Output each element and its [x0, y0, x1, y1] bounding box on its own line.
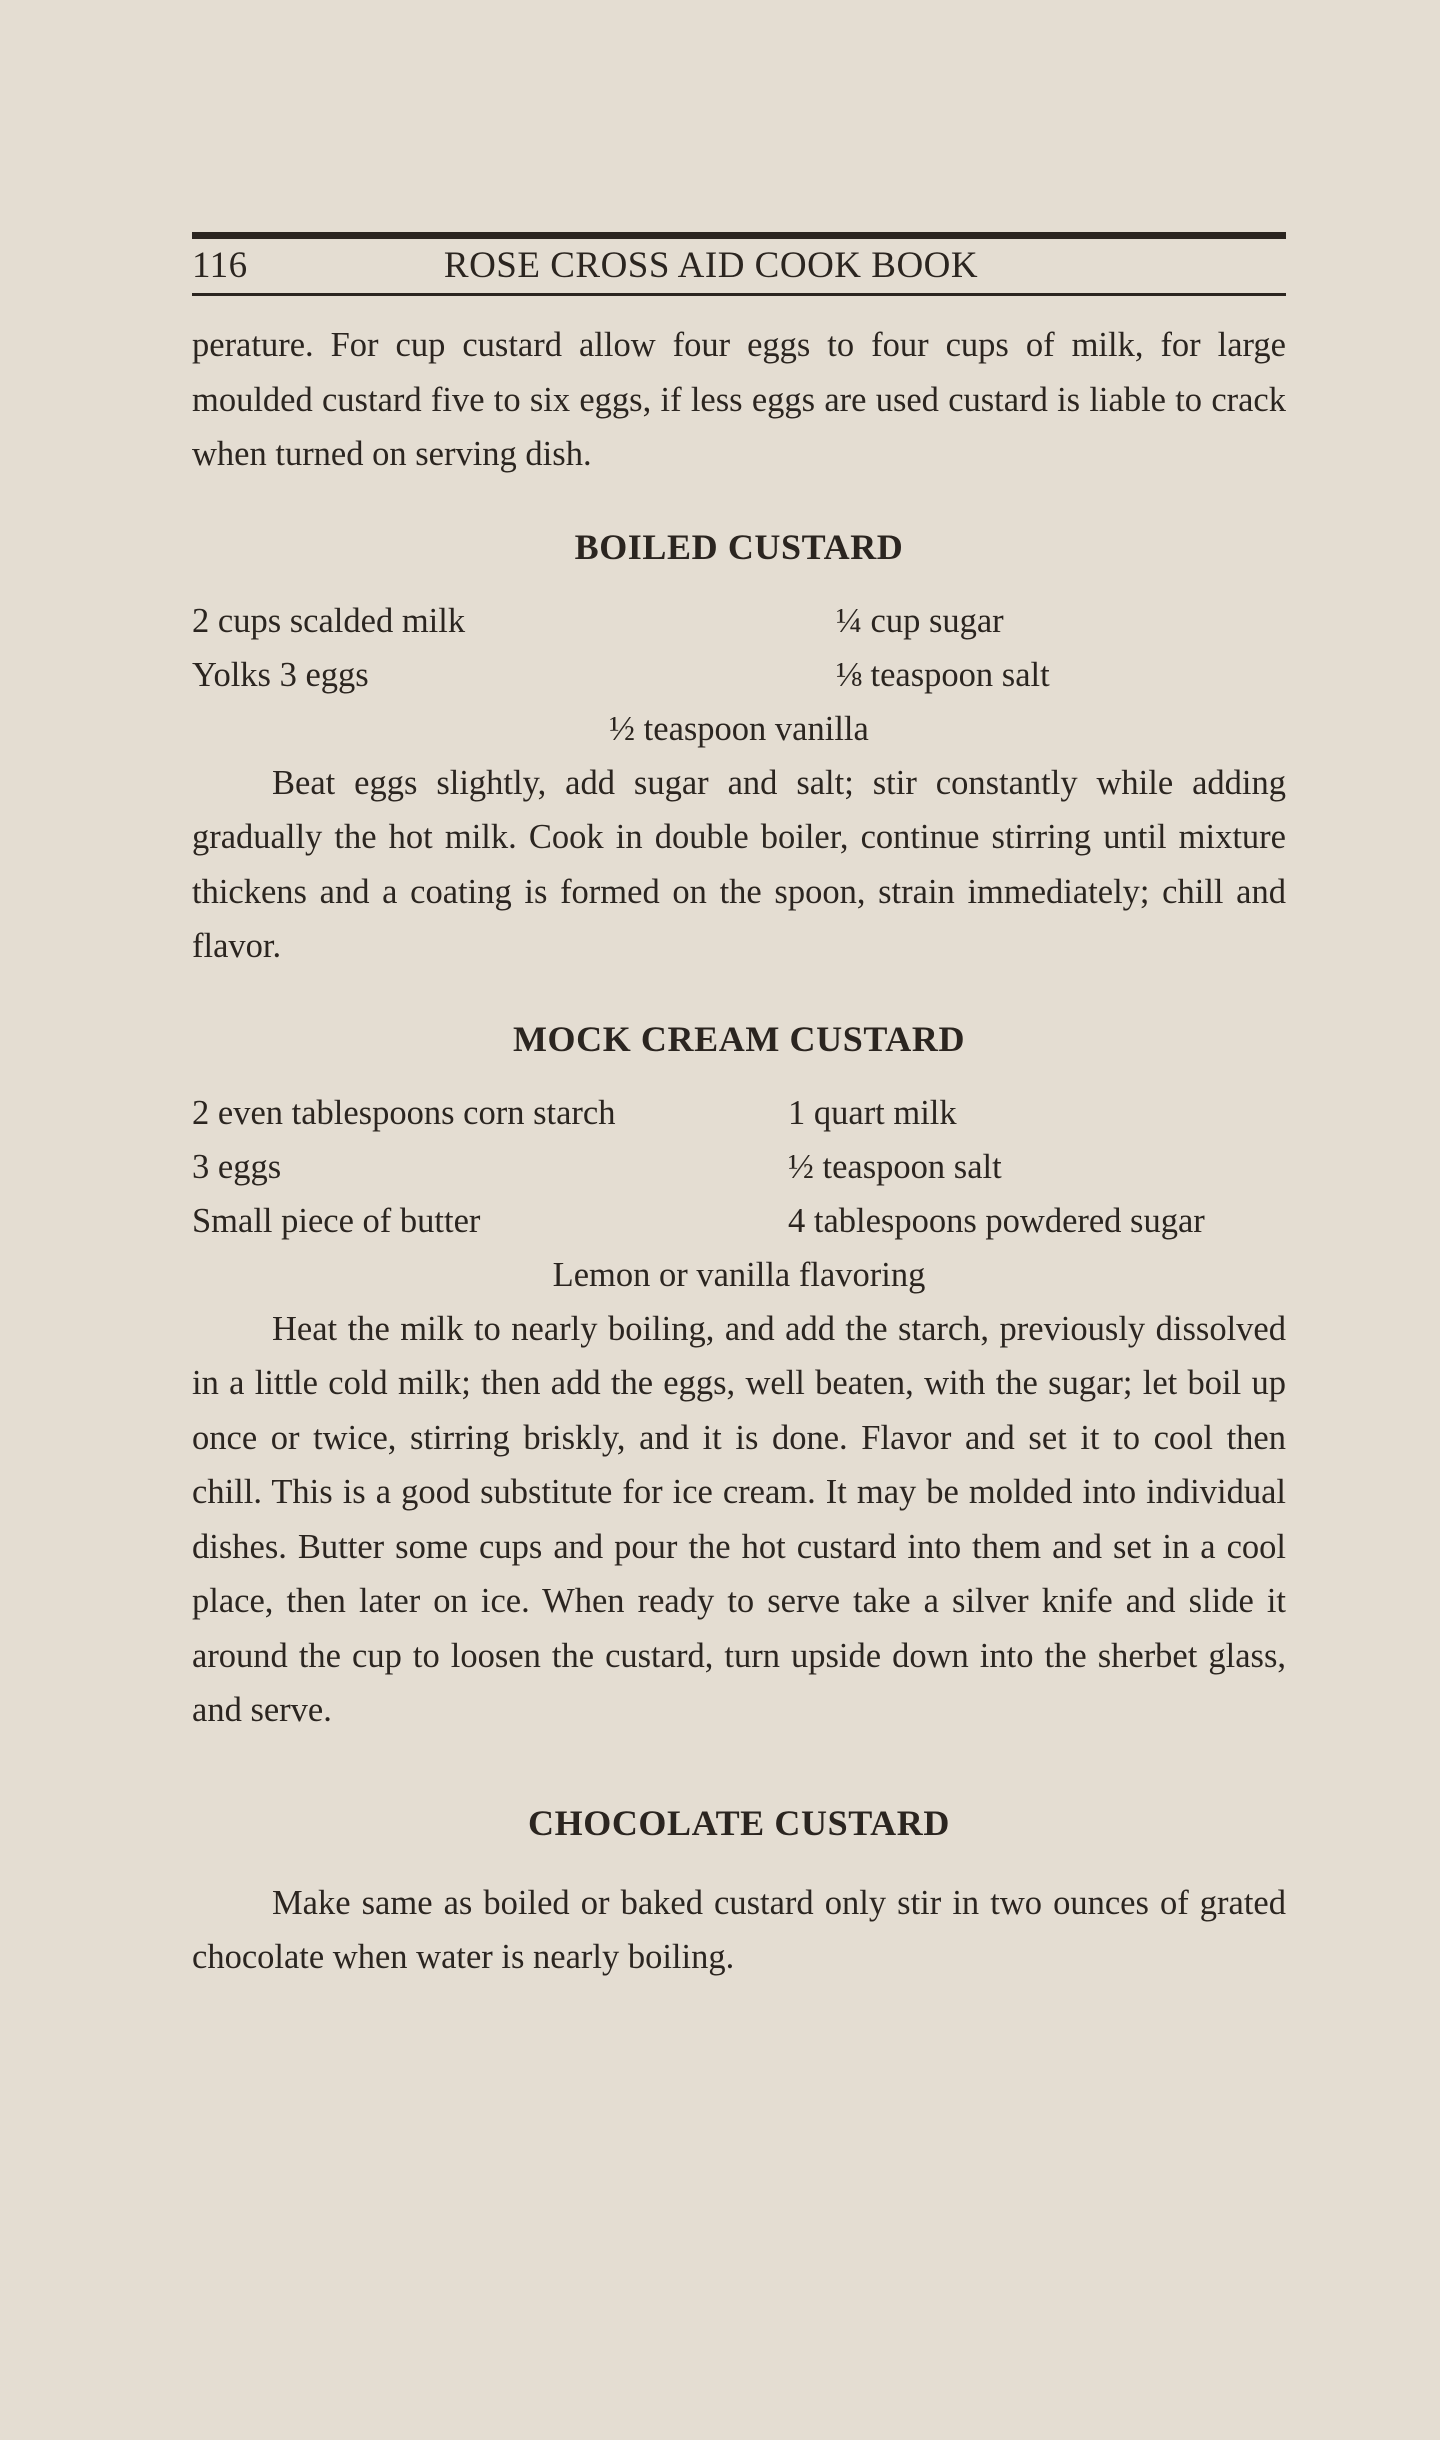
chocolate-custard-title: CHOCOLATE CUSTARD: [528, 1802, 950, 1843]
chocolate-custard-directions: Make same as boiled or baked custard only stir in two ounces of grated chocolate when water is nearly boiling.: [192, 1883, 1286, 1976]
boiled-custard-title: BOILED CUSTARD: [574, 526, 904, 567]
ingredient-left: 2 even tablespoons corn starch: [192, 1093, 616, 1132]
ingredient-left: 2 cups scalded milk: [192, 601, 466, 640]
ingredient-row: [192, 1140, 1286, 1194]
ingredient-left: Small piece of butter: [192, 1201, 481, 1240]
book-page: [192, 232, 1286, 1985]
boiled-custard-directions: Beat eggs slightly, add sugar and salt; stir constantly while adding gradually the hot milk. Cook in double boiler, continue stirring until mixture thickens and a coating is formed on the spoon, strain immediately; chill and flavor.: [192, 763, 1286, 965]
mock-cream-custard-directions: Heat the milk to nearly boiling, and add the starch, previously dissolved in a little cold milk; then add the eggs, well beaten, with the sugar; let boil up once or twice, stirring briskly, and it is done. Flavor and set it to cool then chill. This is a good substitute for ice cream. It may be molded into individual dishes. Butter some cups and pour the hot custard into them and set in a cool place, then later on ice. When ready to serve take a silver knife and slide it around the cup to loosen the custard, turn upside down into the sherbet glass, and serve.: [192, 1309, 1286, 1729]
ingredient-row: [192, 648, 1286, 702]
boiled-custard-ingredients: [192, 594, 1286, 756]
ingredient-row: [192, 1086, 1286, 1140]
ingredient-right: ¼ cup sugar: [836, 601, 1004, 640]
ingredient-row: [192, 702, 1286, 756]
ingredient-row: [192, 1194, 1286, 1248]
ingredient-row: [192, 594, 1286, 648]
header-rule-top: [192, 232, 1286, 239]
ingredient-left: 3 eggs: [192, 1147, 282, 1186]
ingredient-center: ½ teaspoon vanilla: [609, 709, 869, 748]
ingredient-left: Yolks 3 eggs: [192, 655, 369, 694]
ingredient-right: ⅛ teaspoon salt: [836, 655, 1050, 694]
page-header: [192, 239, 1286, 293]
ingredient-row: [192, 1248, 1286, 1302]
ingredient-center: Lemon or vanilla flavoring: [552, 1255, 926, 1294]
running-title: ROSE CROSS AID COOK BOOK: [443, 245, 979, 286]
page-number: 116: [192, 245, 248, 286]
mock-cream-custard-title: MOCK CREAM CUSTARD: [512, 1018, 966, 1059]
ingredient-right: ½ teaspoon salt: [788, 1147, 1002, 1186]
intro-paragraph: perature. For cup custard allow four eggs to four cups of milk, for large moulded custard five to six eggs, if less eggs are used custard is liable to crack when turned on serving dish.: [192, 326, 1286, 473]
ingredient-right: 4 tablespoons powdered sugar: [788, 1201, 1205, 1240]
mock-cream-custard-ingredients: [192, 1086, 1286, 1302]
header-rule-bottom: [192, 293, 1286, 296]
ingredient-right: 1 quart milk: [788, 1093, 957, 1132]
